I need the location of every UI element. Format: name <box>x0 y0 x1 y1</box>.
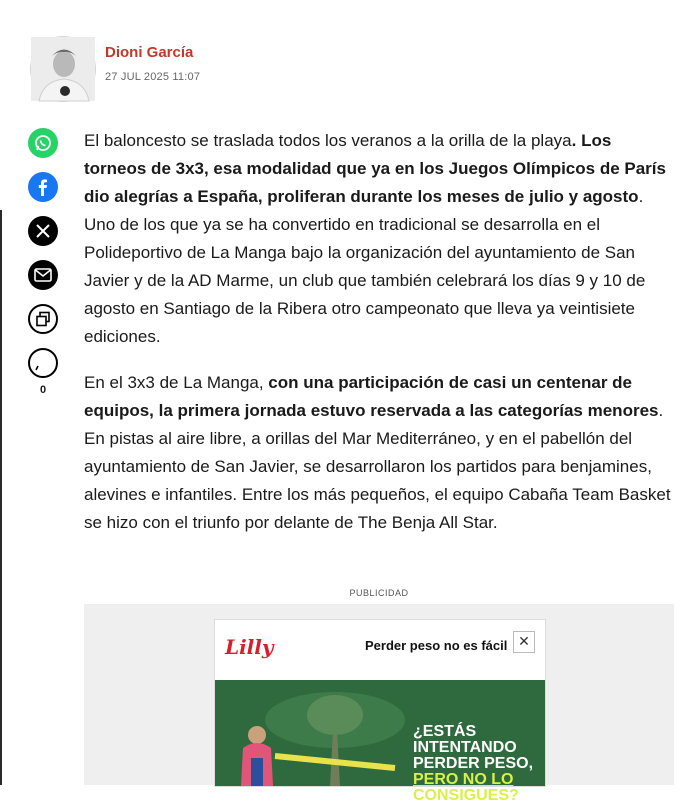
comment-icon <box>34 354 52 372</box>
avatar[interactable] <box>30 36 96 102</box>
comments-button[interactable] <box>28 348 58 378</box>
ad-line-1: ¿ESTÁS <box>413 723 477 740</box>
ad-line-4: PERO NO LO <box>413 771 514 788</box>
whatsapp-share-button[interactable] <box>28 128 58 158</box>
x-icon <box>35 223 51 239</box>
facebook-share-button[interactable] <box>28 172 58 202</box>
paragraph-1-intro: El baloncesto se traslada todos los veranos a la orilla de la playa <box>84 131 572 150</box>
paragraph-2-intro: En el 3x3 de La Manga, <box>84 373 269 392</box>
publish-date: 27 JUL 2025 11:07 <box>105 70 201 83</box>
ad-container <box>84 604 674 804</box>
ad-title[interactable]: Perder peso no es fácil <box>365 638 508 653</box>
share-bar <box>28 128 60 396</box>
paragraph-1-bold: . Los torneos de 3x3, esa modalidad que ya en los Juegos Olímpicos de París dio alegrías a España, proliferan durante los meses de julio y agosto <box>84 131 666 206</box>
mail-share-button[interactable] <box>28 260 58 290</box>
author-block <box>30 36 200 102</box>
copy-link-button[interactable] <box>28 304 58 334</box>
copy-icon <box>35 311 51 327</box>
ad-line-2: INTENTANDO <box>413 739 517 756</box>
ad-header <box>215 620 545 680</box>
whatsapp-icon <box>33 133 53 153</box>
author-name[interactable]: Dioni García <box>105 43 194 61</box>
article-body <box>84 127 678 555</box>
paragraph-2 <box>84 369 678 537</box>
mail-icon <box>34 268 52 282</box>
ad-headline <box>413 724 543 804</box>
ad-image[interactable] <box>215 680 545 804</box>
comment-count: 0 <box>39 384 47 396</box>
x-share-button[interactable] <box>28 216 58 246</box>
avatar-photo <box>31 37 95 101</box>
ad-card[interactable] <box>214 619 546 804</box>
ad-line-5: CONSIGUES? <box>413 787 519 804</box>
paragraph-1-body: . Uno de los que ya se ha convertido en tradicional se desarrolla en el Polideportivo de La Manga bajo la organización del ayuntamiento de San Javier y de la AD Marme, un club que también celebrará los días 9 y 10 de agosto en Santiago de la Ribera otro campeonato que lleva ya veintisiete ediciones. <box>84 187 646 346</box>
paragraph-1 <box>84 127 678 351</box>
ad-line-3: PERDER PESO, <box>413 755 534 772</box>
left-edge-bar <box>0 210 2 785</box>
facebook-icon <box>33 177 53 197</box>
ad-brand-logo[interactable]: Lilly <box>225 635 274 659</box>
paragraph-2-bold: con una participación de casi un centenar de equipos, la primera jornada estuvo reservada a las categorías menores <box>84 373 659 420</box>
paragraph-2-body: . En pistas al aire libre, a orillas del Mar Mediterráneo, y en el pabellón del ayuntamiento de San Javier, se desarrollaron los partidos para benjamines, alevines e infantiles. Entre los más pequeños, el equipo Cabaña Team Basket se hizo con el triunfo por delante de The Benja All Star. <box>84 401 671 532</box>
ad-label: PUBLICIDAD <box>349 588 409 598</box>
ad-close-button[interactable]: ✕ <box>513 631 535 653</box>
